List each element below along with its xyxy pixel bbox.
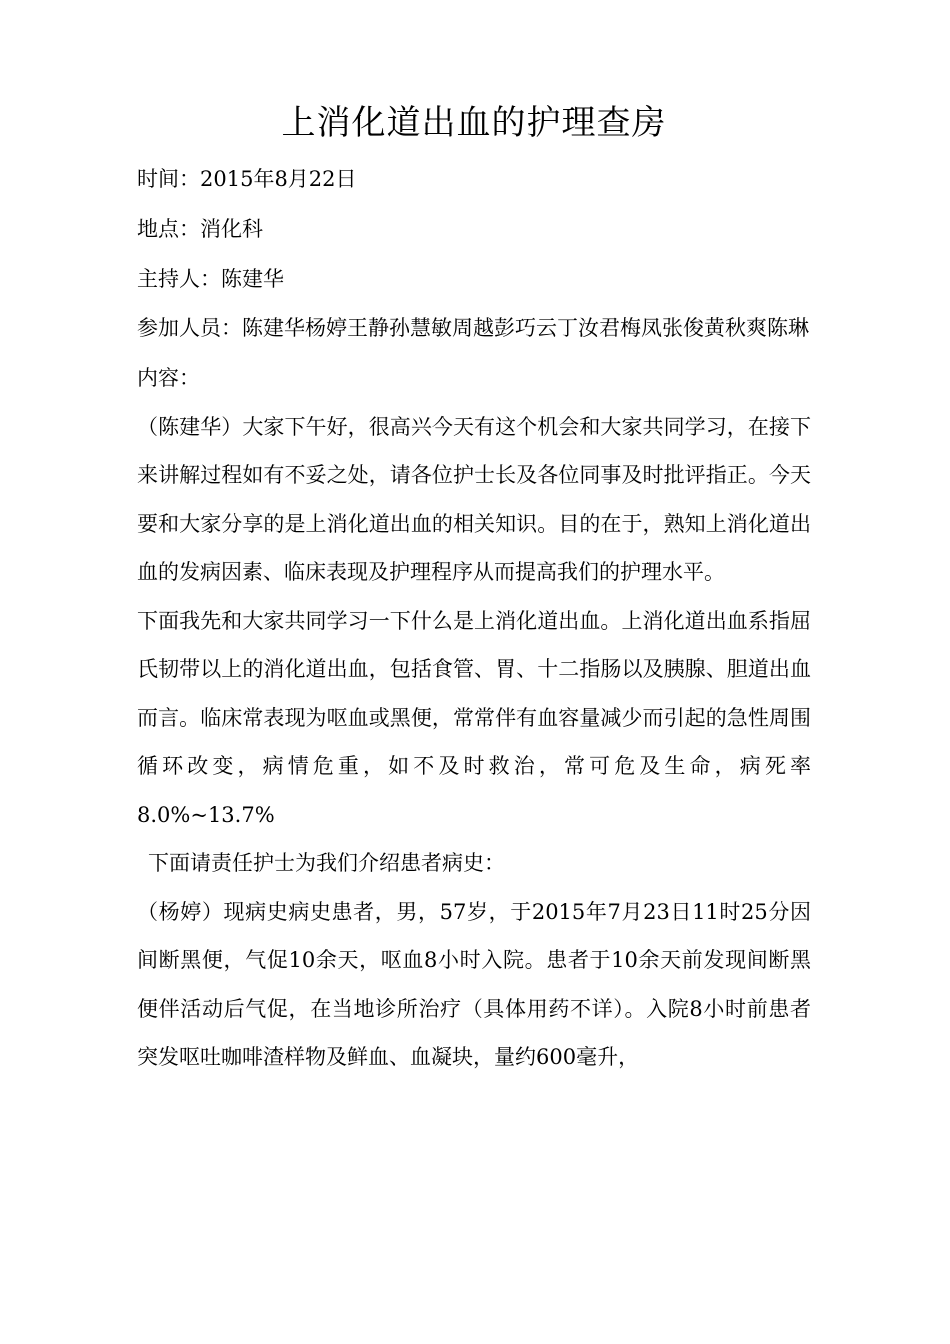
meeting-participants: 参加人员：陈建华杨婷王静孙慧敏周越彭巧云丁汝君梅凤张俊黄秋爽陈琳: [137, 316, 809, 340]
meeting-time: 时间：2015年8月22日: [137, 167, 357, 191]
paragraph-opening: （陈建华）大家下午好，很高兴今天有这个机会和大家共同学习，在接下来讲解过程如有不妥之处，请各位护士长及各位同事及时批评指正。今天要和大家分享的是上消化道出血的相关知识。目的在于，熟知上消化道出血的发病因素、临床表现及护理程序从而提高我们的护理水平。: [137, 414, 811, 584]
document-title: 上消化道出血的护理查房: [281, 103, 667, 143]
document-page: [137, 92, 811, 1082]
paragraph-definition: 下面我先和大家共同学习一下什么是上消化道出血。上消化道出血系指屈氏韧带以上的消化道出血，包括食管、胃、十二指肠以及胰腺、胆道出血而言。临床常表现为呕血或黑便，常常伴有血容量减少而引起的急性周围循环改变，病情危重，如不及时救治，常可危及生命，病死率8.0%~13.7%: [137, 608, 811, 827]
paragraph-intro-history: 下面请责任护士为我们介绍患者病史：: [148, 851, 505, 875]
meeting-place: 地点：消化科: [137, 217, 263, 241]
paragraph-patient-history: （杨婷）现病史病史患者，男，57岁，于2015年7月23日11时25分因间断黑便，气促10余天，呕血8小时入院。患者于10余天前发现间断黑便伴活动后气促，在当地诊所治疗（具体用药不详）。入院8小时前患者突发呕吐咖啡渣样物及鲜血、血凝块，量约600毫升，: [137, 899, 811, 1069]
meeting-host: 主持人：陈建华: [137, 267, 284, 291]
content-label: 内容：: [137, 365, 200, 390]
